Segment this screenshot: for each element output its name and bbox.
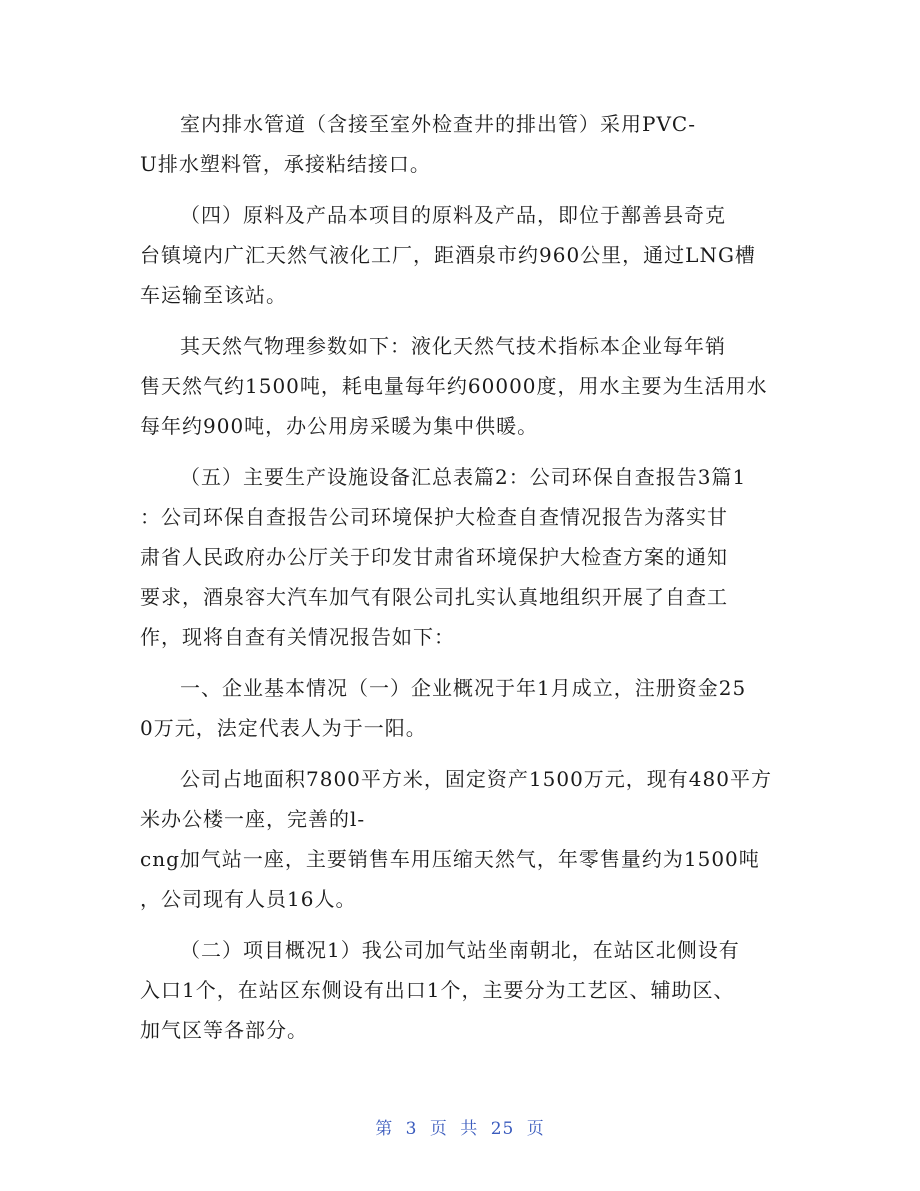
text-line: 加气区等各部分。 (140, 1018, 308, 1042)
text-line: （二）项目概况1）我公司加气站坐南朝北，在站区北侧设有 (180, 938, 740, 962)
footer-page-label: 页 (429, 1119, 448, 1139)
text-line: 其天然气物理参数如下：液化天然气技术指标本企业每年销 (180, 334, 726, 358)
text-line: ，公司现有人员16人。 (140, 887, 357, 911)
text-line: 要求，酒泉容大汽车加气有限公司扎实认真地组织开展了自查工 (140, 585, 728, 609)
text-line: （四）原料及产品本项目的原料及产品，即位于鄯善县奇克 (180, 203, 726, 227)
text-line: 室内排水管道（含接至室外检查井的排出管）采用PVC- (180, 112, 696, 136)
footer-prefix: 第 (375, 1119, 394, 1139)
text-line: 0万元，法定代表人为于一阳。 (140, 716, 427, 740)
text-line: 作，现将自查有关情况报告如下： (140, 625, 455, 649)
text-line: 肃省人民政府办公厅关于印发甘肃省环境保护大检查方案的通知 (140, 545, 728, 569)
text-line: 米办公楼一座，完善的l- (140, 807, 366, 831)
text-line: （五）主要生产设施设备汇总表篇2：公司环保自查报告3篇1 (180, 465, 747, 489)
total-pages-number: 25 (490, 1119, 515, 1139)
footer-suffix: 页 (526, 1119, 545, 1139)
footer-total-label: 共 (460, 1119, 479, 1139)
text-line: 台镇境内广汇天然气液化工厂，距酒泉市约960公里，通过LNG槽 (140, 243, 756, 267)
text-line: ：公司环保自查报告公司环境保护大检查自查情况报告为落实甘 (140, 505, 728, 529)
current-page-number: 3 (405, 1119, 418, 1139)
text-line: 一、企业基本情况（一）企业概况于年1月成立，注册资金25 (180, 676, 747, 700)
text-line: U排水塑料管，承接粘结接口。 (140, 152, 431, 176)
text-line: cng加气站一座，主要销售车用压缩天然气，年零售量约为1500吨 (140, 847, 760, 871)
text-line: 入口1个，在站区东侧设有出口1个，主要分为工艺区、辅助区、 (140, 978, 735, 1002)
text-line: 每年约900吨，办公用房采暖为集中供暖。 (140, 414, 539, 438)
page-footer (0, 1114, 920, 1139)
text-line: 公司占地面积7800平方米，固定资产1500万元，现有480平方 (180, 767, 772, 791)
text-line: 车运输至该站。 (140, 283, 287, 307)
text-line: 售天然气约1500吨，耗电量每年约60000度，用水主要为生活用水 (140, 374, 768, 398)
